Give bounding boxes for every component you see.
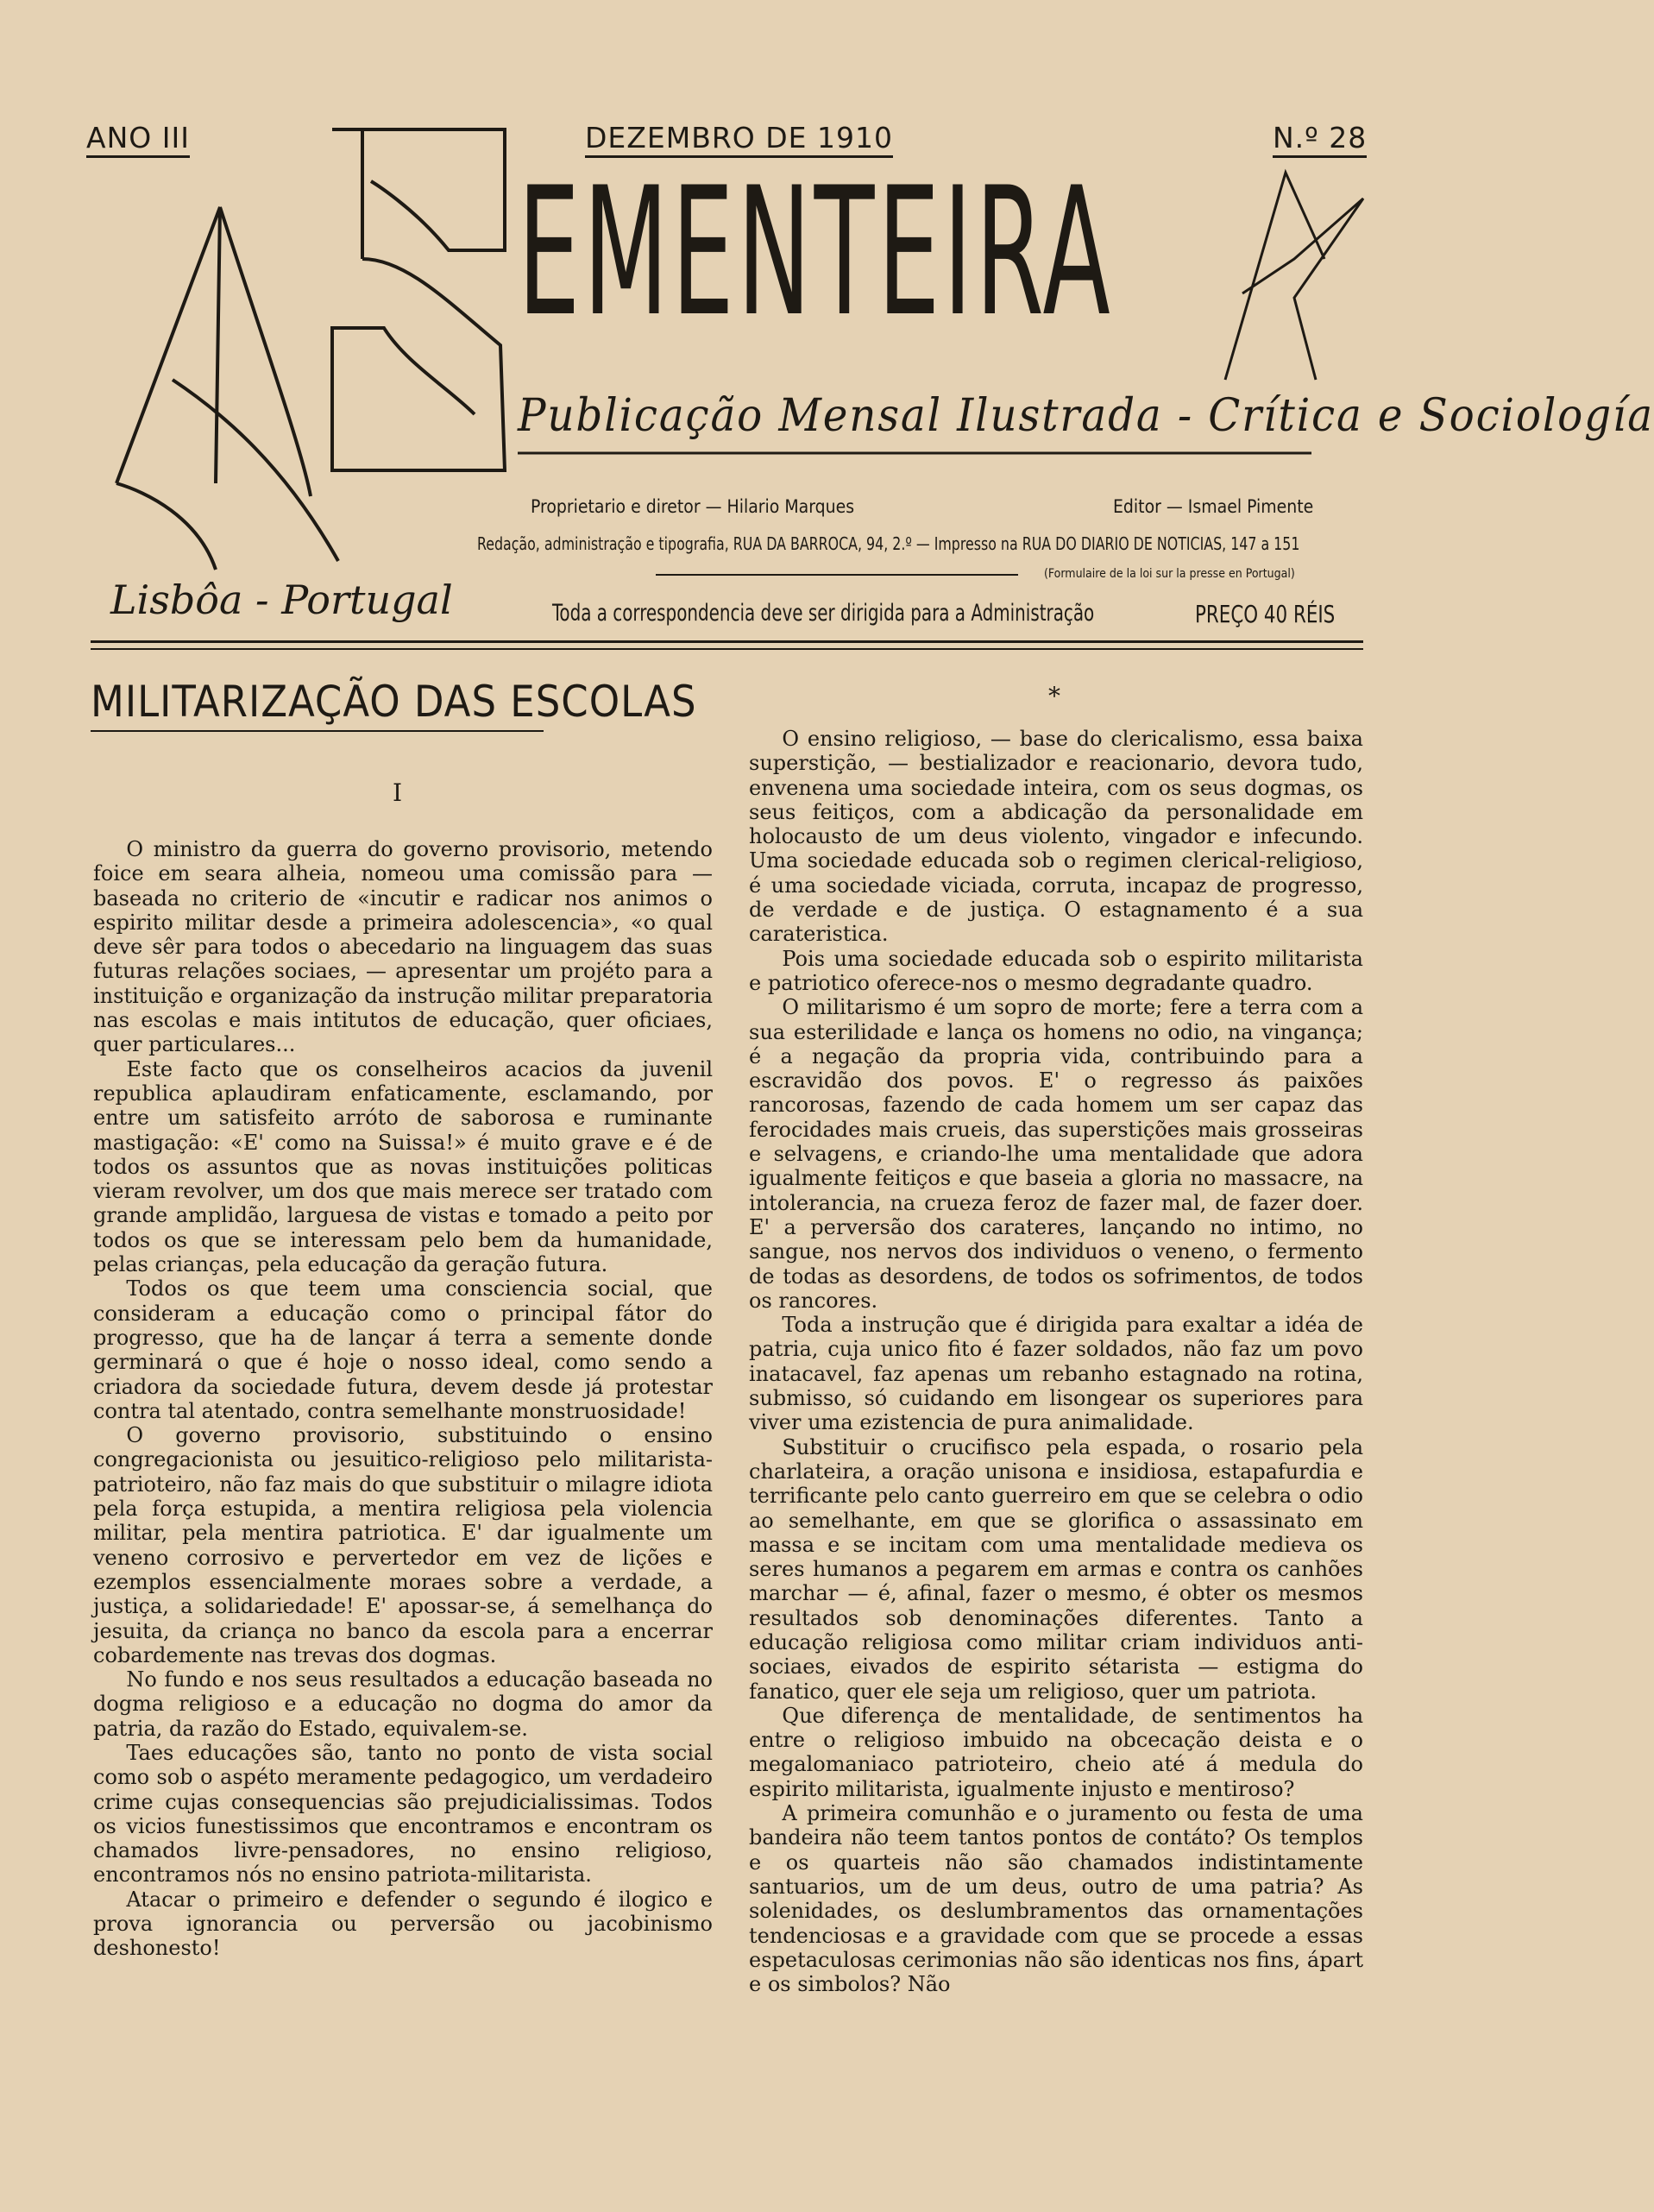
masthead-city: Lisbôa - Portugal	[110, 577, 453, 623]
paragraph: Que diferença de mentalidade, de sentimentos ha entre o religioso imbuido na obcecação deista e o megalomaniaco patrioteiro, cheio até á medula do espirito militarista, igualmente injusto e mentiroso?	[749, 1703, 1363, 1801]
address-rule	[656, 574, 1018, 576]
legal-note: (Formulaire de la loi sur la presse en Portugal)	[1044, 567, 1295, 581]
correspondence-line: Toda a correspondencia deve ser dirigida para a Administração	[552, 600, 1095, 627]
paragraph: Este facto que os conselheiros acacios da juvenil republica aplaudiram enfaticamente, esclamando, por entre um satisfeito arróto de saborosa e ruminante mastigação: «E' como na Suissa!» é muito grave e é de todos os assuntos que as novas instituições politicas vieram revolver, um dos que mais merece ser tratado com grande amplidão, larguesa de vistas e tomado a peito por todos os que se interessam pelo bem da humanidade, pelas crianças, pela educação da geração futura.	[93, 1056, 713, 1277]
editor-line: Editor — Ismael Pimente	[1113, 496, 1314, 517]
volume-label: ANO III	[86, 121, 190, 158]
article-right-column	[749, 727, 1363, 1996]
issue-date: DEZEMBRO DE 1910	[585, 121, 893, 158]
paragraph: Substituir o crucifisco pela espada, o rosario pela charlateira, a oração unisona e insidiosa, estapafurdia e terrificante pelo canto guerreiro em que se celebra o odio ao semelhante, em que se glorifica o assassinato em massa e se incitam com uma mentalidade medieva os seres humanos a pegarem em armas e contra os canhões marchar — é, afinal, fazer o mesmo, é obter os mesmos resultados sob denominações diferentes. Tanto a educação religiosa como militar criam individuos anti-sociaes, eivados de espirito sétarista — estigma do fanatico, quer ele seja um religioso, quer um patriota.	[749, 1434, 1363, 1704]
masthead-rule-2	[91, 648, 1363, 650]
separator-asterisk: *	[1048, 682, 1060, 710]
paragraph: No fundo e nos seus resultados a educação baseada no dogma religioso e a educação no dogma do amor da patria, da razão do Estado, equivalem-se.	[93, 1667, 713, 1741]
masthead-subtitle: Publicação Mensal Ilustrada - Crítica e Sociología	[518, 390, 1654, 442]
paragraph: Atacar o primeiro e defender o segundo é ilogico e prova ignorancia ou perversão ou jacobinismo deshonesto!	[93, 1887, 713, 1961]
masthead-rule	[91, 640, 1363, 643]
address-line: Redação, administração e tipografia, RUA DA BARROCA, 94, 2.º — Impresso na RUA DO DIARIO DE NOTICIAS, 147 a 151	[477, 533, 1300, 554]
heading-rule	[91, 730, 544, 732]
owner-line: Proprietario e diretor — Hilario Marques	[531, 496, 855, 517]
part-number: I	[393, 778, 403, 807]
paragraph: O ensino religioso, — base do clericalismo, essa baixa superstição, — bestializador e reacionario, devora tudo, envenena uma sociedade inteira, com os seus dogmas, os seus feitiços, com a abdicação da personalidade em holocausto de um deus violento, vingador e infecundo. Uma sociedade educada sob o regimen clerical-religioso, é uma sociedade viciada, corruta, incapaz de progresso, de verdade e de justiça. O estagnamento é a sua carateristica.	[749, 727, 1363, 947]
price: PREÇO 40 RÉIS	[1195, 600, 1336, 628]
paragraph: Toda a instrução que é dirigida para exaltar a idéa de patria, cuja unico fito é fazer soldados, não faz um povo inatacavel, faz apenas um rebanho estagnado na rotina, submisso, só cuidando em lisongear os superiores para viver uma ezistencia de pura animalidade.	[749, 1313, 1363, 1435]
paragraph: Todos os que teem uma consciencia social, que consideram a educação como o principal fátor do progresso, que ha de lançar á terra a semente donde germinará o que é hoje o nosso ideal, como sendo a criadora da sociedade futura, devem desde já protestar contra tal atentado, contra semelhante monstruosidade!	[93, 1276, 713, 1423]
masthead-title: EMENTEIRA	[518, 150, 1114, 356]
issue-number: N.º 28	[1273, 121, 1367, 158]
paragraph: Pois uma sociedade educada sob o espirito militarista e patriotico oferece-nos o mesmo degradante quadro.	[749, 946, 1363, 995]
paragraph: O governo provisorio, substituindo o ensino congregacionista ou jesuitico-religioso pelo militarista-patrioteiro, não faz mais do que substituir o milagre idiota pela força estupida, a mentira religiosa pela violencia militar, pela mentira patriotica. E' dar igualmente um veneno corrosivo e pervertedor em vez de lições e ezemplos essencialmente moraes sobre a verdade, a justiça, a solidariedade! E' apossar-se, á semelhança do jesuita, da criança no banco da escola para a encerrar cobardemente nas trevas dos dogmas.	[93, 1423, 713, 1667]
paragraph: Taes educações são, tanto no ponto de vista social como sob o aspéto meramente pedagogico, um verdadeiro crime cujas consequencias são prejudicialissimas. Todos os vicios funestissimos que encontramos e encontram os chamados livre-pensadores, no ensino religioso, encontramos nós no ensino patriota-militarista.	[93, 1740, 713, 1887]
paragraph: A primeira comunhão e o juramento ou festa de uma bandeira não teem tantos pontos de contáto? Os templos e os quarteis não são chamados indistintamente santuarios, um de um deus, outro de uma patria? As solenidades, os deslumbramentos das ornamentações tendenciosas e a gravidade com que se procede a essas espetaculosas cerimonias não são identicas nos fins, ápart e os simbolos? Não	[749, 1801, 1363, 1997]
article-left-column	[93, 837, 713, 1961]
paragraph: O ministro da guerra do governo provisorio, metendo foice em seara alheia, nomeou uma comissão para — baseada no criterio de «incutir e radicar nos animos o espirito militar desde a primeira adolescencia», «o qual deve sêr para todos o abecedario na linguagem das suas futuras relações sociaes, — apresentar um projéto para a instituição e organização da instrução militar preparatoria nas escolas e mais intitutos de educação, quer oficiaes, quer particulares...	[93, 837, 713, 1057]
article-heading: MILITARIZAÇÃO DAS ESCOLAS	[91, 677, 697, 727]
paragraph: O militarismo é um sopro de morte; fere a terra com a sua esterilidade e lança os homens no odio, na vingança; é a negação da propria vida, contribuindo para a escravidão dos povos. E' o regresso ás paixões rancorosas, fazendo de cada homem um ser capaz das ferocidades mais crueis, das superstições mais grosseiras e selvagens, e criando-lhe uma mentalidade que adora igualmente feitiços e que baseia a gloria no massacre, na intolerancia, na crueza feroz de fazer mal, de fazer doer. E' a perversão dos carateres, lançando no intimo, no sangue, nos nervos dos individuos o veneno, o fermento de todas as desordens, de todos os sofrimentos, de todos os rancores.	[749, 995, 1363, 1313]
